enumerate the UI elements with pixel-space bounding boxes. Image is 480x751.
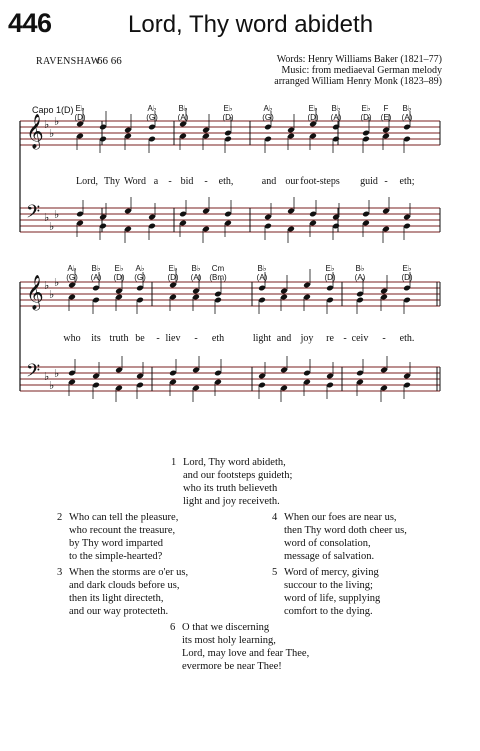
chord-symbol	[67, 104, 93, 122]
chord-name: B♭	[178, 104, 188, 113]
lyrics-line-2	[0, 333, 480, 347]
chord-name: Cm	[211, 264, 225, 273]
flat-sign: ♭	[44, 279, 50, 292]
lyric-syllable: -	[168, 176, 172, 187]
capo-chord-name: (A)	[401, 113, 413, 122]
chord-name: E♭	[75, 104, 85, 113]
lyric-syllable: -	[194, 333, 198, 344]
chord-name: A♭	[135, 264, 145, 273]
verse-4	[272, 511, 407, 563]
verse-1	[171, 456, 293, 508]
lyric-syllable: -	[156, 333, 160, 344]
chord-symbol	[255, 104, 281, 122]
chord-symbol	[205, 264, 231, 282]
flat-sign: ♭	[54, 367, 60, 380]
capo-chord-name: (A)	[90, 273, 102, 282]
chord-name: E♭	[223, 104, 233, 113]
capo-chord-name: (D)	[360, 113, 372, 122]
lyric-syllable: -	[343, 333, 347, 344]
capo-chord-name: (A)	[354, 273, 366, 282]
lyric-syllable: -	[382, 333, 386, 344]
lyric-syllable: Thy	[103, 176, 121, 187]
lyrics-line-1	[0, 176, 480, 190]
credit-music: Music: from mediaeval German melody	[281, 65, 442, 76]
verse-number: 1	[171, 457, 177, 468]
credit-words: Words: Henry Williams Baker (1821–77)	[276, 54, 442, 65]
chord-symbol	[139, 104, 165, 122]
lyric-syllable: be	[135, 333, 145, 344]
treble-clef: 𝄞	[26, 114, 44, 149]
lyric-syllable: liev	[165, 333, 181, 344]
verse-line: who recount the treasure,	[69, 525, 176, 536]
flat-sign: ♭	[44, 118, 50, 131]
verse-line: message of salvation.	[284, 551, 375, 562]
chord-name: E♭	[402, 264, 412, 273]
verse-line: Lord, Thy word abideth,	[183, 457, 286, 468]
chord-name: A♭	[67, 264, 77, 273]
flat-sign: ♭	[49, 220, 55, 233]
capo-chord-name: (A)	[177, 113, 189, 122]
lyric-syllable: foot-steps	[300, 176, 340, 187]
lyric-syllable: a	[153, 176, 159, 187]
capo-chord-name: (G)	[146, 113, 158, 122]
capo-chord-name: (A)	[330, 113, 342, 122]
verse-line: Lord, may love and fear Thee,	[182, 648, 310, 659]
treble-clef: 𝄞	[26, 275, 44, 310]
credit-arranger: arranged William Henry Monk (1823–89)	[274, 76, 442, 87]
capo-chord-name: (D)	[401, 273, 413, 282]
lyric-syllable: ceiv	[351, 333, 369, 344]
verse-number: 4	[272, 512, 278, 523]
chord-name: B♭	[91, 264, 101, 273]
chord-symbol	[317, 264, 343, 282]
verse-line: When our foes are near us,	[284, 512, 397, 523]
verse-line: word of life, supplying	[284, 593, 381, 604]
capo-chord-name: (Bm)	[209, 273, 227, 282]
capo-chord-name: (G)	[134, 273, 146, 282]
lyric-syllable: and	[276, 333, 292, 344]
capo-chord-name: (D)	[113, 273, 125, 282]
hymn-title: Lord, Thy word abideth	[128, 11, 374, 38]
lyric-syllable: re	[326, 333, 334, 344]
capo-chord-name: (D)	[222, 113, 234, 122]
capo-chord-name: (D)	[324, 273, 336, 282]
chord-symbol	[59, 264, 85, 282]
bass-clef: 𝄢	[26, 361, 41, 386]
chord-name: B♭	[402, 104, 412, 113]
chord-name: E♭	[325, 264, 335, 273]
chord-symbol	[394, 264, 420, 282]
capo-chord-name: (A)	[256, 273, 268, 282]
lyric-syllable: who	[63, 333, 81, 344]
chord-name: B♭	[191, 264, 201, 273]
lyric-syllable: joy	[300, 333, 314, 344]
verse-line: light and joy receiveth.	[183, 496, 280, 507]
capo-chord-name: (E)	[380, 113, 392, 122]
chord-symbol	[323, 104, 349, 122]
verse-6	[170, 621, 310, 673]
chord-name: F	[383, 104, 389, 113]
lyric-syllable: -	[384, 176, 388, 187]
flat-sign: ♭	[54, 276, 60, 289]
chord-symbol	[215, 104, 241, 122]
verse-number: 5	[272, 567, 278, 578]
chord-name: B♭	[257, 264, 267, 273]
chord-name: E♭	[168, 264, 178, 273]
hymn-number: 446	[8, 8, 52, 38]
capo-chord-name: (D)	[307, 113, 319, 122]
verse-line: succour to the living;	[284, 580, 373, 591]
verse-line: word of consolation,	[284, 538, 371, 549]
lyric-syllable: guid	[360, 176, 378, 187]
chord-name: E♭	[308, 104, 318, 113]
lyric-syllable: Lord,	[76, 176, 98, 187]
lyric-syllable: light	[252, 333, 272, 344]
meter: 66 66	[97, 55, 122, 67]
lyric-syllable: eth.	[399, 333, 415, 344]
chord-name: E♭	[361, 104, 371, 113]
verse-line: then its light directeth,	[69, 593, 164, 604]
verse-3	[57, 566, 189, 618]
verse-line: who its truth believeth	[183, 483, 278, 494]
verse-number: 3	[57, 567, 63, 578]
capo-chord-name: (G)	[66, 273, 78, 282]
notes	[68, 108, 411, 402]
verse-line: its most holy learning,	[182, 635, 276, 646]
capo-chord-name: (G)	[262, 113, 274, 122]
lyric-syllable: eth	[211, 333, 225, 344]
verse-line: then Thy word doth cheer us,	[284, 525, 407, 536]
verse-line: and our way protecteth.	[69, 606, 169, 617]
verse-line: Who can tell the pleasure,	[69, 512, 179, 523]
chord-symbol	[249, 264, 275, 282]
chord-name: B♭	[355, 264, 365, 273]
verse-line: comfort to the dying.	[284, 606, 373, 617]
lyric-syllable: Word	[124, 176, 146, 187]
lyric-syllable: -	[204, 176, 208, 187]
verse-line: and our footsteps guideth;	[183, 470, 293, 481]
flat-sign: ♭	[44, 211, 50, 224]
flat-sign: ♭	[49, 127, 55, 140]
verse-line: evermore be near Thee!	[182, 661, 282, 672]
capo-chord-name: (D)	[74, 113, 86, 122]
bass-clef: 𝄢	[26, 202, 41, 227]
flat-sign: ♭	[49, 379, 55, 392]
verse-line: O that we discerning	[182, 622, 270, 633]
capo-chord-name: (A)	[190, 273, 202, 282]
verse-number: 2	[57, 512, 63, 523]
verse-line: Word of mercy, giving	[284, 567, 379, 578]
verse-line: When the storms are o'er us,	[69, 567, 189, 578]
flat-sign: ♭	[44, 370, 50, 383]
flat-sign: ♭	[49, 288, 55, 301]
lyric-syllable: eth;	[399, 176, 415, 187]
flat-sign: ♭	[54, 115, 60, 128]
verse-5	[272, 566, 381, 618]
chord-name: A♭	[263, 104, 273, 113]
verse-line: to the simple-hearted?	[69, 551, 163, 562]
chord-name: A♭	[147, 104, 157, 113]
tune-name: RAVENSHAW	[36, 56, 101, 67]
verse-2	[57, 511, 179, 563]
lyric-syllable: bid	[180, 176, 194, 187]
chord-name: E♭	[114, 264, 124, 273]
lyric-syllable: truth	[109, 333, 129, 344]
chord-symbol	[394, 104, 420, 122]
verse-line: and dark clouds before us,	[69, 580, 180, 591]
chord-symbol	[347, 264, 373, 282]
lyric-syllable: eth,	[218, 176, 234, 187]
lyric-syllable: its	[91, 333, 101, 344]
flat-sign: ♭	[54, 208, 60, 221]
chord-name: B♭	[331, 104, 341, 113]
staves	[20, 114, 440, 392]
verse-number: 6	[170, 622, 176, 633]
chord-symbol	[127, 264, 153, 282]
capo-label: Capo 1(D)	[32, 105, 74, 115]
lyric-syllable: and	[261, 176, 277, 187]
verse-line: by Thy word imparted	[69, 538, 163, 549]
chord-symbol	[170, 104, 196, 122]
capo-chord-name: (D)	[167, 273, 179, 282]
lyric-syllable: our	[285, 176, 299, 187]
